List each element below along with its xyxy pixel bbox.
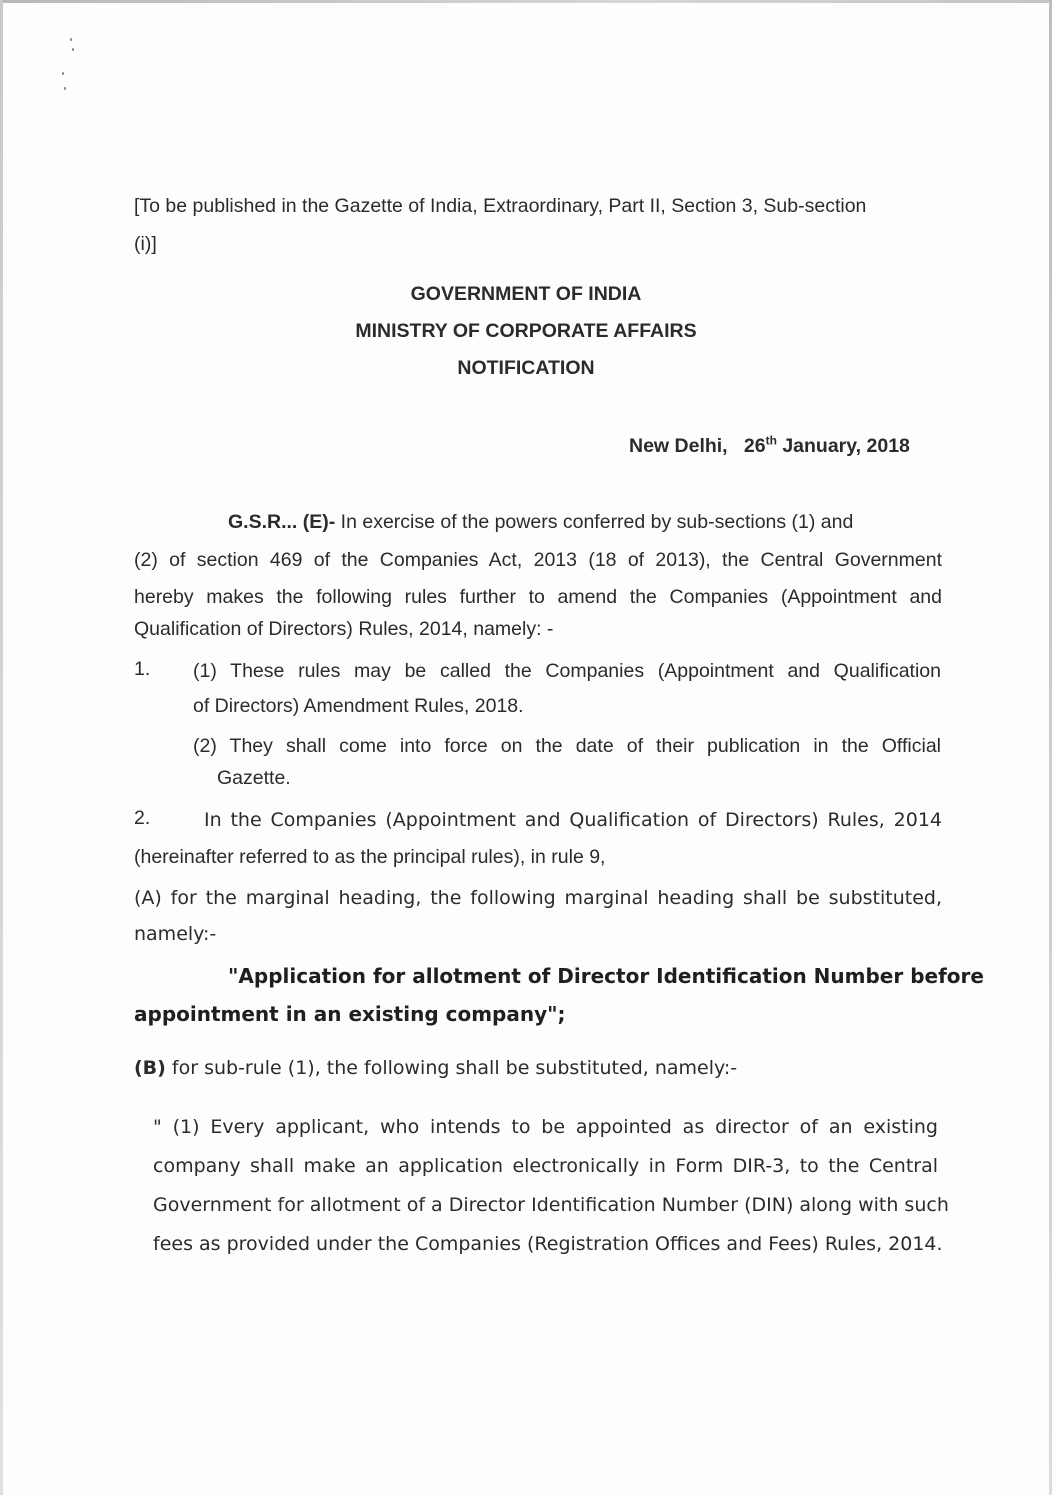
substituted-heading-line1: "Application for allotment of Director Identification Number before [228,964,984,988]
gazette-note-line1: [To be published in the Gazette of India, Extraordinary, Part II, Section 3, Sub-section [134,195,867,217]
rule1-sub1-line1: (1) These rules may be called the Companies (Appointment and Qualification [193,660,941,682]
preamble-line2: (2) of section 469 of the Companies Act, 2013 (18 of 2013), the Central Government [134,549,942,571]
dateline-place: New Delhi, [629,435,728,457]
rule1-sub1-line2: of Directors) Amendment Rules, 2018. [193,695,524,717]
scan-edge-top [0,0,1052,3]
rule2-a-line2: namely:- [134,923,217,945]
government-title: GOVERNMENT OF INDIA [410,283,642,305]
gazette-note-line2: (i)] [134,233,157,255]
substituted-subrule-line2: company shall make an application electronically in Form DIR-3, to the Central [153,1155,938,1177]
rule2-b-label: (B) [134,1057,166,1079]
substituted-subrule-line1: " (1) Every applicant, who intends to be appointed as director of an existing [153,1116,938,1138]
rule1-number: 1. [134,658,151,680]
scan-speck [62,72,64,75]
rule2-b-line [134,1056,737,1080]
rule1-sub2-line1: (2) They shall come into force on the date of their publication in the Official [193,735,941,757]
preamble-line4: Qualification of Directors) Rules, 2014, namely: - [134,618,554,640]
ministry-title: MINISTRY OF CORPORATE AFFAIRS [355,320,697,342]
dateline-day-suffix: th [765,433,777,448]
dateline-day: 26 [743,435,766,457]
scan-speck [72,48,74,51]
substituted-heading-line2: appointment in an existing company"; [134,1002,566,1026]
substituted-subrule-line4: fees as provided under the Companies (Registration Offices and Fees) Rules, 2014. [153,1233,943,1255]
rule2-line1: In the Companies (Appointment and Qualification of Directors) Rules, 2014 [204,809,942,831]
scan-edge-left [0,0,3,1495]
dateline [629,434,910,458]
scan-speck [64,87,66,90]
preamble-line3: hereby makes the following rules further to amend the Companies (Appointment and [134,586,942,608]
preamble-line1-rest: In exercise of the powers conferred by sub-sections (1) and [340,511,854,533]
rule2-a-line1: (A) for the marginal heading, the following marginal heading shall be substituted, [134,887,942,909]
substituted-subrule-line3: Government for allotment of a Director Identification Number (DIN) along with such [153,1194,949,1216]
rule2-number: 2. [134,807,151,829]
preamble-line1 [228,510,853,534]
gsr-number: G.S.R... (E)- [228,511,336,533]
rule2-b-text: for sub-rule (1), the following shall be substituted, namely:- [171,1057,738,1079]
notification-title: NOTIFICATION [457,357,595,379]
dateline-month-year: January, 2018 [782,435,910,457]
rule1-sub2-line2: Gazette. [217,767,291,789]
rule2-line2: (hereinafter referred to as the principal rules), in rule 9, [134,846,606,868]
scan-speck [70,38,72,41]
